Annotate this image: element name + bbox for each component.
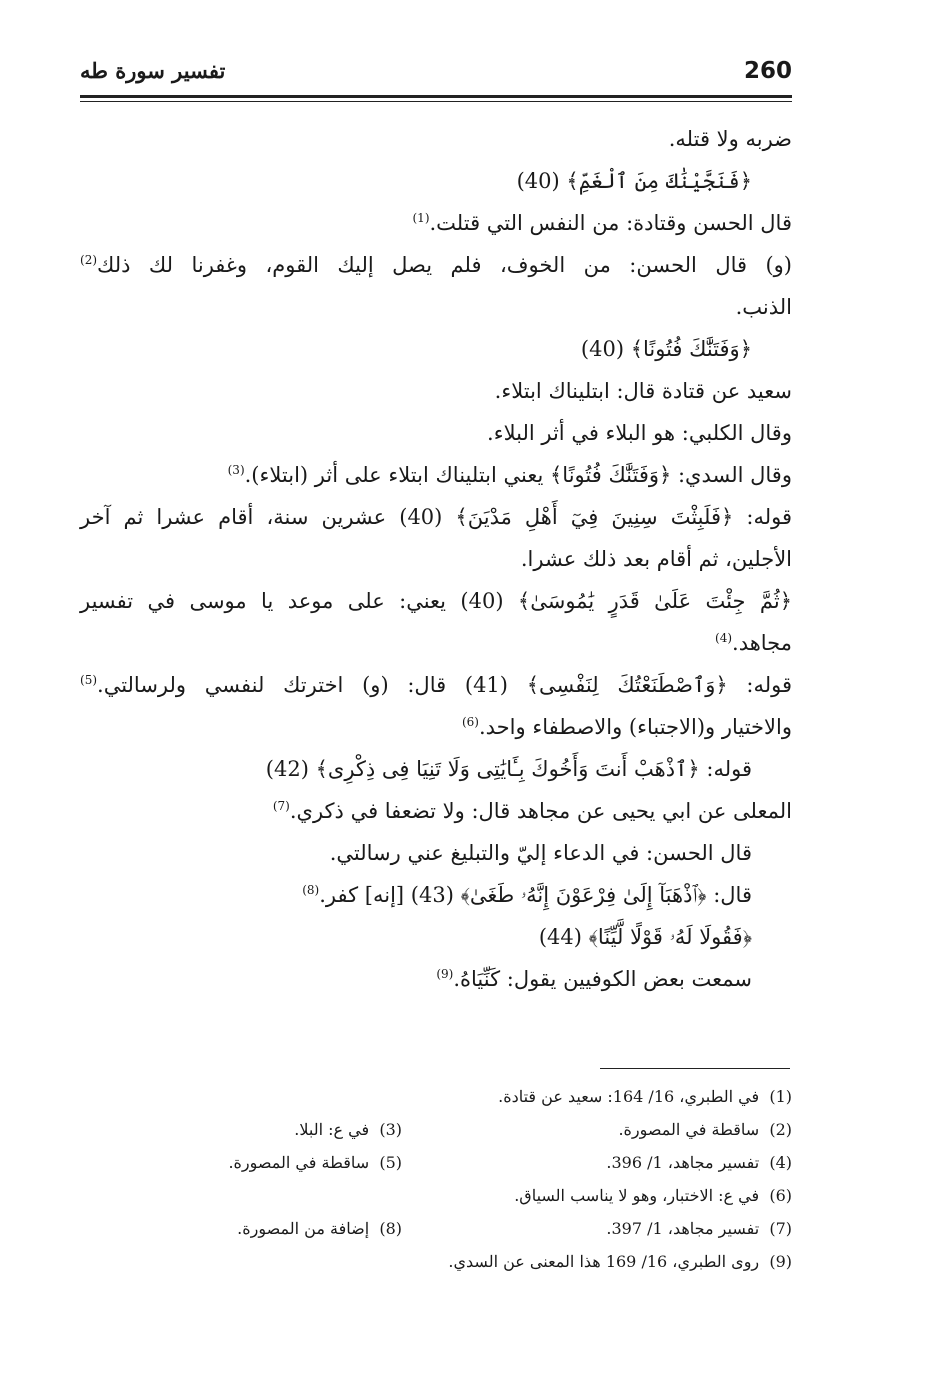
text-line: وقال السدي: ﴿وَفَتَنَّٰكَ فُتُونًا﴾ يعني ابتليناك ابتلاء على أثر (ابتلاء).$^{(3)}$ (227, 463, 792, 487)
footnote-9: (9) روى الطبري، 16/ 169 هذا المعنى عن السدي. (448, 1252, 792, 1271)
text-line: قوله: ﴿وَٱصْطَنَعْتُكَ لِنَفْسِى﴾ (41) قال: (و) اخترتك لنفسي ولرسالتي.$^{(5)}$ (80, 673, 792, 697)
text-line: مجاهد.$^{(4)}$ (715, 631, 792, 655)
footnote-ref: (8) (302, 883, 320, 897)
text-line: قال الحسن وقتادة: من النفس التي قتلت.$^{(1)}$ (412, 211, 792, 235)
running-title: تفسير سورة طه (80, 58, 226, 83)
text-line: ضربه ولا قتله. (668, 127, 792, 151)
footnote-row (80, 1212, 792, 1245)
text-line: والاختيار و(الاجتباء) والاصطفاء واحد.$^{(6)}$ (461, 715, 792, 739)
footnote-ref: (1) (412, 211, 430, 225)
text-line: قال: ﴿ٱذْهَبَآ إِلَىٰ فِرْعَوْنَ إِنَّهُۥ طَغَىٰ﴾ (43) [إنه] كفر.$^{(8)}$ (302, 883, 752, 907)
header-rule-thin (80, 101, 792, 102)
footnote-3: (3) في ع: البلا. (294, 1120, 402, 1139)
quran-verse: ﴿فَنَجَّيْنَٰكَ مِنَ ٱلْغَمِّ﴾ (40) (516, 169, 752, 193)
footnote-8: (8) إضافة من المصورة. (237, 1219, 402, 1238)
text-line: الأجلين، ثم أقام بعد ذلك عشرا. (520, 547, 792, 571)
text-line: قال الحسن: في الدعاء إليّ والتبليغ عني رسالتي. (329, 841, 752, 865)
text-line: وقال الكلبي: هو البلاء في أثر البلاء. (487, 421, 792, 445)
footnote-row (80, 1146, 792, 1179)
main-text (80, 118, 792, 1000)
footnote-ref: (3) (227, 463, 245, 477)
footnote-row (80, 1080, 792, 1113)
footnote-1: (1) في الطبري، 16/ 164: سعيد عن قتادة. (498, 1087, 792, 1106)
text-line: الذنب. (735, 295, 792, 319)
text-line: ﴿ثُمَّ جِئْتَ عَلَىٰ قَدَرٍ يَٰمُوسَىٰ﴾ (40) يعني: على موعد يا موسى في تفسير (80, 589, 793, 613)
footnote-ref: (6) (461, 715, 479, 729)
text-line: سعيد عن قتادة قال: ابتليناك ابتلاء. (494, 379, 792, 403)
text-line: قوله: ﴿ٱذْهَبْ أَنتَ وَأَخُوكَ بِـَٔايَٰتِى وَلَا تَنِيَا فِى ذِكْرِى﴾ (42) (265, 757, 752, 781)
text-line: المعلى عن ابي يحيى عن مجاهد قال: ولا تضعفا في ذكري.$^{(7)}$ (272, 799, 792, 823)
footnote-ref: (7) (272, 799, 290, 813)
quran-verse: ﴿فَقُولَا لَهُۥ قَوْلًا لَّيِّنًا﴾ (44) (538, 925, 752, 949)
page-header (80, 52, 792, 94)
footnote-separator (600, 1068, 790, 1069)
footnote-ref: (5) (80, 673, 98, 687)
footnote-2: (2) ساقطة في المصورة. (618, 1120, 792, 1139)
text-line: قوله: ﴿فَلَبِثْتَ سِنِينَ فِيٓ أَهْلِ مَدْيَنَ﴾ (40) عشرين سنة، أقام عشرا ثم آخر (80, 505, 792, 529)
footnote-row (80, 1113, 792, 1146)
text-line: سمعت بعض الكوفيين يقول: كَنِّيَاهُ.$^{(9)}$ (436, 967, 752, 991)
footnote-row (80, 1245, 792, 1278)
footnote-4: (4) تفسير مجاهد، 1/ 396. (606, 1153, 792, 1172)
header-rule-thick (80, 95, 792, 98)
footnote-5: (5) ساقطة في المصورة. (228, 1153, 402, 1172)
page-number: 260 (743, 58, 792, 84)
text-line: (و) قال الحسن: من الخوف، فلم يصل إليك القوم، وغفرنا لك ذلك$^{(2)}$ (80, 253, 792, 277)
footnote-ref: (2) (80, 253, 98, 267)
footnote-ref: (9) (436, 967, 454, 981)
footnote-ref: (4) (715, 631, 733, 645)
footnote-row (80, 1179, 792, 1212)
footnote-6: (6) في ع: الاختبار، وهو لا يناسب السياق. (514, 1186, 792, 1205)
footnote-7: (7) تفسير مجاهد، 1/ 397. (606, 1219, 792, 1238)
quran-verse: ﴿وَفَتَنَّٰكَ فُتُونًا﴾ (40) (580, 337, 752, 361)
footnotes (80, 1080, 792, 1278)
